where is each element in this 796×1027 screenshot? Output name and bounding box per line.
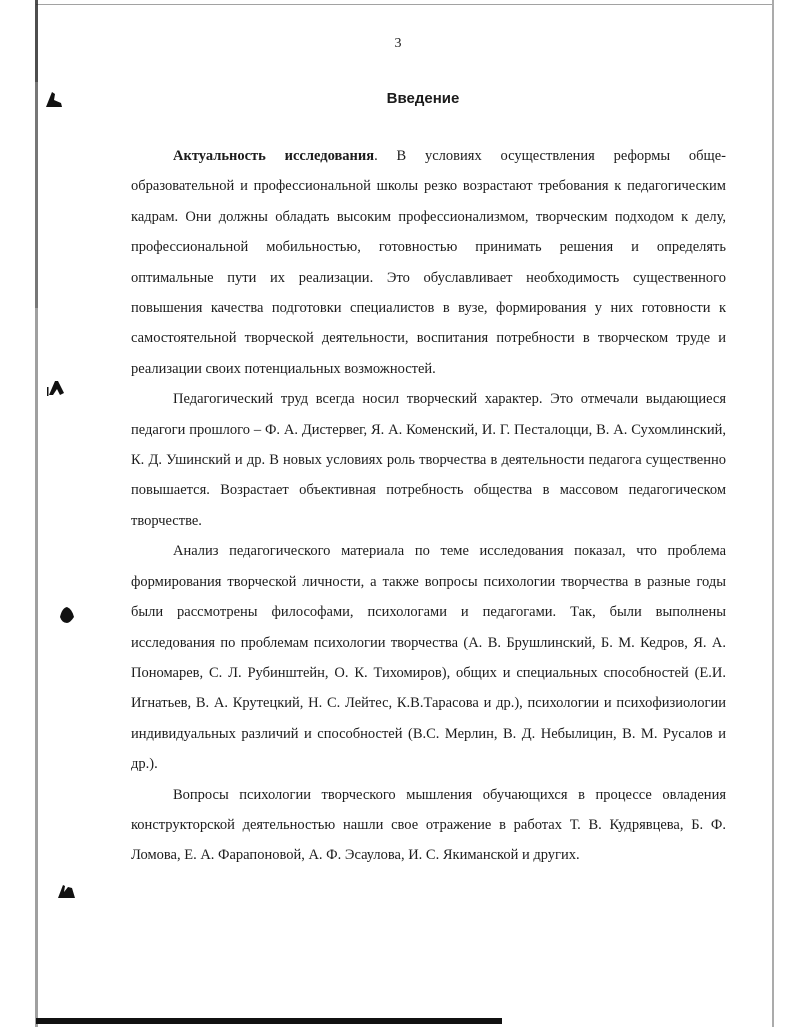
paragraph — [131, 536, 726, 779]
paragraph — [131, 141, 726, 384]
paragraph-text: Анализ педагогического материала по теме исследования показал, что проблема формирования творческой личности, а также вопросы психологии творчества в разные годы были рассмотрены философами, психологами и педагогами. Так, были выполнены исследования по проблемам психологии творчества (А. В. Брушлинский, Б. М. Кедров, Я. А. Пономарев, С. Л. Рубинштейн, О. К. Тихомиров), общих и специальных способностей (Е.И. Игнатьев, В. А. Крутецкий, Н. С. Лейтес, К.В.Тарасова и др.), психологии и психофизиологии индивидуальных различий и способностей (В.С. Мерлин, В. Д. Небылицин, В. М. Русалов и др.). — [131, 543, 726, 773]
section-heading: Введение — [386, 90, 460, 107]
paragraph-text: Вопросы психологии творческого мышления обучающихся в процессе овладения конструкторской деятельностью нашли свое отражение в работах Т. В. Кудрявцева, Б. Ф. Ломова, Е. А. Фарапоновой, А. Ф. Эсаулова, И. С. Якиманской и других. — [131, 786, 726, 864]
binding-hole-mark — [55, 879, 77, 901]
binding-hole-mark — [56, 604, 78, 626]
paragraph — [131, 384, 726, 536]
paragraph-text: . В условиях осуществления реформы общеобразовательной и профессиональной школы резко возрастают требования к педагогическим кадрам. Они должны обладать высоким профессионализмом, творческим подходом к делу, профессиональной мобильностью, готовностью принимать решения и определять оптимальные пути их реализации. Это обуславливает необходимость существенного повышения качества подготовки специалистов в вузе, формирования у них готовности к самостоятельной творческой деятельности, воспитания потребности в творческом труде и реализации своих потенциальных возможностей. — [131, 148, 726, 377]
body-text — [131, 141, 726, 871]
scan-border-top — [36, 0, 772, 5]
scan-border-right — [772, 0, 774, 1027]
paragraph — [131, 780, 726, 871]
scan-border-left — [35, 0, 38, 1027]
binding-hole-mark — [45, 376, 67, 398]
scan-border-bottom — [36, 1018, 502, 1024]
paragraph-lead-bold: Актуальность исследования — [173, 148, 375, 164]
paragraph-text: Педагогический труд всегда носил творческий характер. Это отмечали выдающиеся педагоги прошлого – Ф. А. Дистервег, Я. А. Коменский, И. Г. Песталоцци, В. А. Сухомлинский, К. Д. Ушинский и др. В новых условиях роль творчества в деятельности педагога существенно повышается. Возрастает объективная потребность общества в массовом педагогическом творчестве. — [131, 391, 726, 529]
page-number: 3 — [394, 36, 402, 51]
